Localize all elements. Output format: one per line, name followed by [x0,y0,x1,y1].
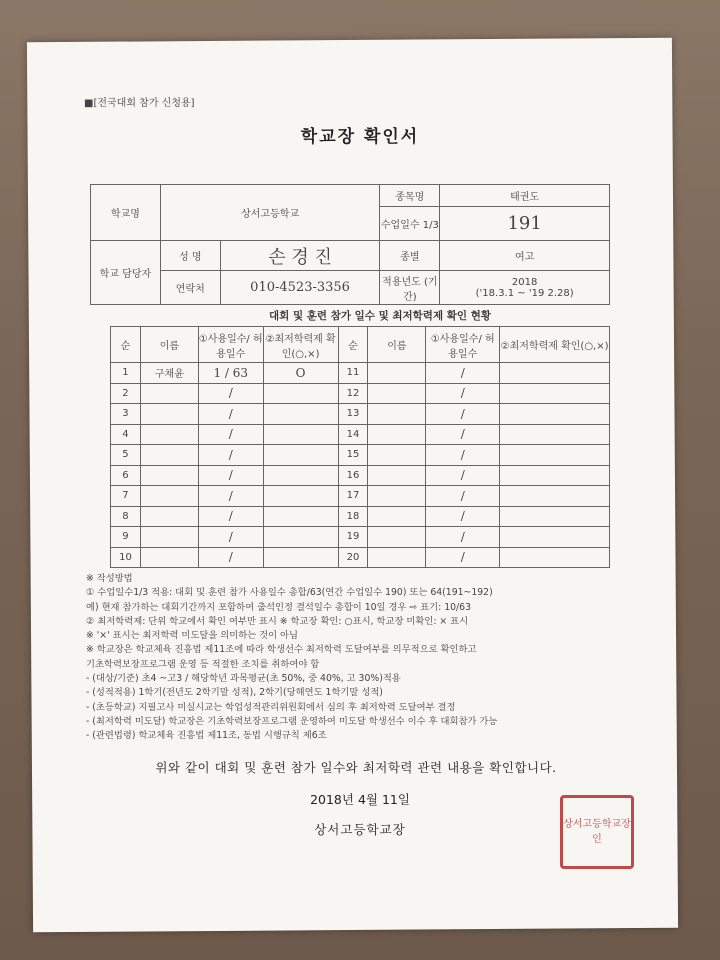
year-value: 2018 [511,276,538,288]
name-value: 손 경 진 [220,241,380,271]
note-line: - (관련법령) 학교체육 진흥법 제11조, 동법 시행규칙 제6조 [86,730,327,742]
principal-signature: 상서고등학교장 [314,822,406,837]
cell-num: 7 [111,486,141,507]
cell-check [263,547,338,568]
cell-name [140,527,198,548]
school-value: 상서고등학교 [160,185,380,241]
cell-check: O [263,363,338,384]
cell-name [140,465,198,486]
cell-days: / [426,527,500,548]
cell-check [263,404,338,425]
cell-check [500,404,610,425]
cell-name [368,486,426,507]
table-row [111,465,610,486]
cell-check [500,506,610,527]
cell-days: / [426,404,500,425]
cell-num: 2 [111,383,141,404]
note-line: ※ 작성방법 [86,573,133,584]
days-value: 191 [440,207,610,241]
header-num: 순 [111,327,141,363]
days-label: 수업일수 1/3 [380,207,440,241]
cell-name [368,383,426,404]
year-period-cell [440,271,610,305]
cell-num: 15 [338,445,368,466]
cell-check [263,383,338,404]
cell-num: 5 [111,445,141,466]
table-row [111,486,610,507]
cell-name [368,445,426,466]
cell-check [263,527,338,548]
note-line: ① 수업일수1/3 적용: 대회 및 훈련 참가 사용일수 총합/63(연간 수업일수 190) 또는 64(191~192) [86,587,493,599]
cell-num: 9 [111,527,141,548]
table-row [111,383,610,404]
cell-days: / [198,506,263,527]
participation-table [110,326,610,568]
section-title: 대회 및 훈련 참가 일수 및 최저학력제 확인 현황 [269,310,491,322]
cell-name [140,547,198,568]
period-value: ('18.3.1 ~ '19 2.28) [475,287,574,299]
cell-num: 3 [111,404,141,425]
cell-name [140,383,198,404]
cell-name [368,465,426,486]
cell-name [368,527,426,548]
gender-value: 여고 [440,241,610,271]
table-row [111,424,610,445]
table-row [111,506,610,527]
cell-days: / [426,445,500,466]
cell-name [368,547,426,568]
cell-num: 14 [338,424,368,445]
cell-name [368,363,426,384]
cell-days: / [198,527,263,548]
note-line: ② 최저학력제: 단위 학교에서 확인 여부만 표시 ※ 학교장 확인: ○표시, 학교장 미확인: × 표시 [86,615,469,627]
cell-check [263,424,338,445]
cell-num: 18 [338,506,368,527]
cell-name [140,445,198,466]
note-line: ※ 학교장은 학교체육 진흥법 제11조에 따라 학생선수 최저학력 도달여부를 의무적으로 확인하고 [86,644,477,656]
note-line: - (성적적용) 1학기(전년도 2학기말 성적), 2학기(당해연도 1학기말 성적) [86,687,383,699]
cell-num: 17 [338,486,368,507]
cell-check [500,486,610,507]
cell-num: 16 [338,465,368,486]
year-label: 적용년도 (기간) [380,271,440,305]
cell-num: 8 [111,506,141,527]
table-row [111,547,610,568]
header-days: ①사용일수/ 허용일수 [198,327,263,363]
cell-check [500,465,610,486]
note-line: - (최저학력 미도달) 학교장은 기초학력보장프로그램 운영하여 미도달 학생선수 이수 후 대회참가 가능 [86,715,498,727]
cell-check [500,363,610,384]
cell-num: 20 [338,547,368,568]
note-line: - (초등학교) 지필고사 미실시교는 학업성적관리위원회에서 심의 후 최저학력 도달여부 결정 [86,701,456,713]
cell-name [140,506,198,527]
school-info-table [90,184,610,305]
cell-name [368,404,426,425]
cell-days: / [426,506,500,527]
table-row [111,445,610,466]
note-line: 기초학력보장프로그램 운영 등 적절한 조치를 취하여야 함 [86,658,320,670]
official-seal: 상서고등학교장인 [560,795,634,869]
cell-check [263,486,338,507]
cell-days: / [198,465,263,486]
contact-label: 연락처 [160,271,220,305]
cell-num: 19 [338,527,368,548]
cell-days: / [426,424,500,445]
cell-check [263,445,338,466]
cell-name [368,424,426,445]
writing-instructions [86,572,626,744]
cell-num: 1 [111,363,141,384]
confirm-date: 2018년 4월 11일 [310,792,410,807]
name-label: 성 명 [160,241,220,271]
note-line: ※ '×' 표시는 최저학력 미도달을 의미하는 것이 아님 [86,630,299,642]
contact-value: 010-4523-3356 [220,271,380,305]
header-name: 이름 [140,327,198,363]
event-label: 종목명 [380,185,440,207]
cell-days: / [426,383,500,404]
cell-name: 구채윤 [140,363,198,384]
cell-num: 4 [111,424,141,445]
gender-label: 종별 [380,241,440,271]
cell-check [263,465,338,486]
header-check-right: ②최저학력제 확인(○,×) [500,327,610,363]
cell-num: 11 [338,363,368,384]
cell-days: / [198,486,263,507]
table-row [111,404,610,425]
cell-name [140,486,198,507]
cell-num: 12 [338,383,368,404]
header-name-right: 이름 [368,327,426,363]
event-value: 태권도 [440,185,610,207]
cell-days: / [426,547,500,568]
cell-num: 13 [338,404,368,425]
note-line: 예) 현재 참가하는 대회기간까지 포함하여 출석인정 결석일수 총합이 10일 경우 ⇨ 표기: 10/63 [86,601,472,613]
cell-days: / [198,445,263,466]
header-tag: ■[전국대회 참가 신청용] [84,98,195,109]
note-line: - (대상/기준) 초4 ~고3 / 해당학년 과목평균(초 50%, 중 40%, 고 30%)적용 [86,673,401,685]
table-row [111,363,610,384]
cell-check [500,527,610,548]
teacher-label: 학교 담당자 [91,241,161,305]
cell-num: 6 [111,465,141,486]
cell-days: / [198,383,263,404]
cell-check [500,383,610,404]
cell-name [140,404,198,425]
cell-check [500,445,610,466]
cell-check [263,506,338,527]
cell-check [500,547,610,568]
confirmation-statement: 위와 같이 대회 및 훈련 참가 일수와 최저학력 관련 내용을 확인합니다. [155,760,557,775]
school-label: 학교명 [91,185,161,241]
cell-days: / [198,404,263,425]
cell-days: / [426,465,500,486]
cell-days: / [426,486,500,507]
cell-days: 1 / 63 [198,363,263,384]
cell-num: 10 [111,547,141,568]
cell-days: / [198,424,263,445]
cell-check [500,424,610,445]
header-num-right: 순 [338,327,368,363]
document-title: 학교장 확인서 [300,127,420,147]
cell-name [368,506,426,527]
cell-days: / [198,547,263,568]
cell-days: / [426,363,500,384]
cell-name [140,424,198,445]
table-row [111,527,610,548]
header-days-right: ①사용일수/ 허용일수 [426,327,500,363]
header-check: ②최저학력제 확인(○,×) [263,327,338,363]
